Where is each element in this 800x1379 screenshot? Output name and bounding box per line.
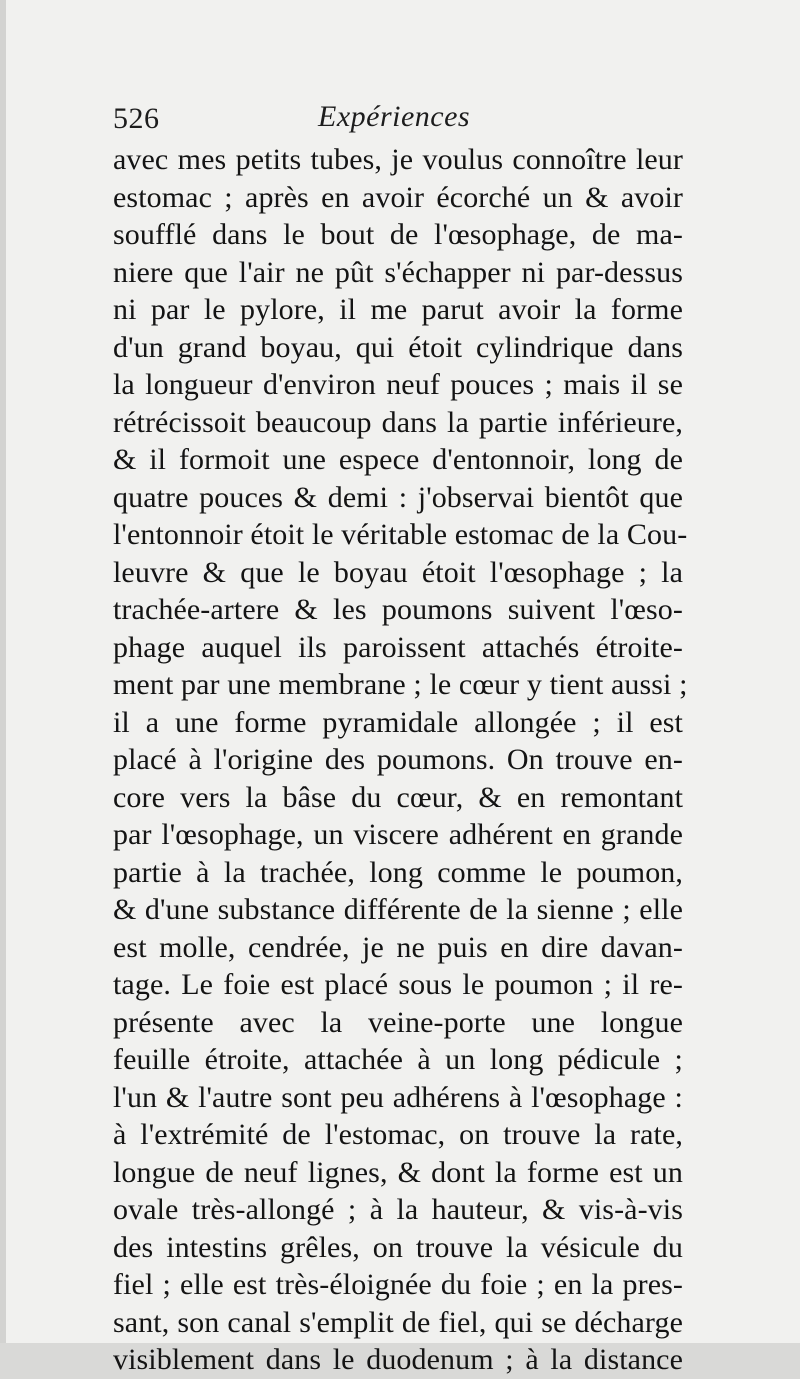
page-edge-shadow xyxy=(0,0,6,1343)
text-line: longue de neuf lignes, & dont la forme est un xyxy=(113,1155,683,1189)
text-line: par l'œsophage, un viscere adhérent en grande xyxy=(113,818,683,851)
text-line: visiblement dans le duodenum ; à la distance xyxy=(113,1343,683,1376)
text-line: & il formoit une espece d'entonnoir, long de xyxy=(113,443,683,476)
text-line: estomac ; après en avoir écorché un & avoir xyxy=(113,180,683,214)
text-line: feuille étroite, attachée à un long pédicule ; xyxy=(113,1043,683,1076)
text-line: est molle, cendrée, je ne puis en dire davan- xyxy=(113,930,683,964)
text-line: fiel ; elle est très-éloignée du foie ; en la pres- xyxy=(113,1268,683,1301)
text-line: avec mes petits tubes, je voulus connoître leur xyxy=(113,143,683,176)
text-line: core vers la bâse du cœur, & en remontant xyxy=(113,780,683,814)
text-line: soufflé dans le bout de l'œsophage, de ma- xyxy=(113,218,683,251)
text-line: partie à la trachée, long comme le poumon, xyxy=(113,855,683,889)
text-line: leuvre & que le boyau étoit l'œsophage ; la xyxy=(113,555,683,589)
text-line: d'un grand boyau, qui étoit cylindrique dans xyxy=(113,330,683,364)
text-line: il a une forme pyramidale allongée ; il est xyxy=(113,705,683,739)
body-text xyxy=(113,141,688,1379)
text-line: phage auquel ils paroissent attachés étroite- xyxy=(113,630,683,664)
page-number: 526 xyxy=(113,102,160,135)
text-line: quatre pouces & demi : j'observai bientôt que xyxy=(113,480,683,514)
text-line: ovale très-allongé ; à la hauteur, & vis-à-vis xyxy=(113,1193,683,1226)
text-line: & d'une substance différente de la sienne ; elle xyxy=(113,893,683,926)
text-line: présente avec la veine-porte une longue xyxy=(113,1005,683,1039)
text-line: à l'extrémité de l'estomac, on trouve la rate, xyxy=(113,1118,683,1151)
page-header xyxy=(113,100,673,140)
text-line: ment par une membrane ; le cœur y tient aussi ; xyxy=(113,668,688,701)
text-line: l'entonnoir étoit le véritable estomac de la Cou- xyxy=(113,518,688,551)
text-line: la longueur d'environ neuf pouces ; mais il se xyxy=(113,368,683,401)
running-head: Expériences xyxy=(318,100,471,133)
text-line: sant, son canal s'emplit de fiel, qui se décharge xyxy=(113,1305,683,1339)
text-line: des intestins grêles, on trouve la vésicule du xyxy=(113,1230,683,1264)
text-line: tage. Le foie est placé sous le poumon ; il re- xyxy=(113,968,683,1001)
text-line: ni par le pylore, il me parut avoir la forme xyxy=(113,293,683,326)
text-line: placé à l'origine des poumons. On trouve en- xyxy=(113,743,683,776)
text-line: rétrécissoit beaucoup dans la partie inférieure, xyxy=(113,405,683,439)
text-line: l'un & l'autre sont peu adhérens à l'œsophage : xyxy=(113,1080,683,1114)
text-line: niere que l'air ne pût s'échapper ni par-dessus xyxy=(113,255,683,289)
text-line: trachée-artere & les poumons suivent l'œso- xyxy=(113,593,683,626)
